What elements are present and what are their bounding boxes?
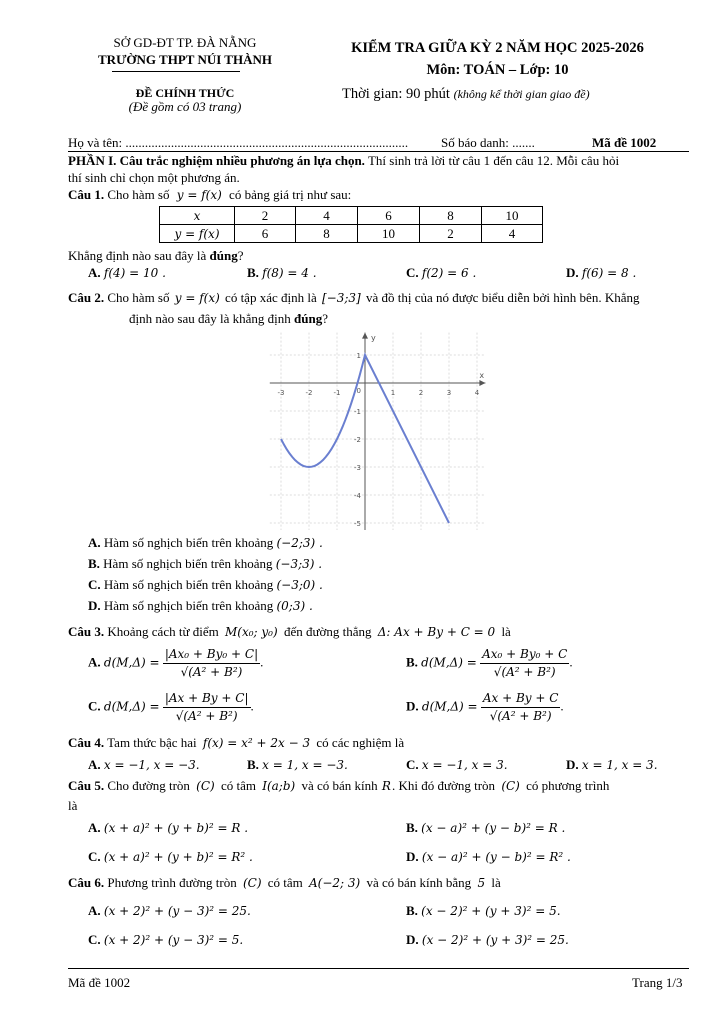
q1-ask-end: ? xyxy=(237,248,244,263)
table-cell: 6 xyxy=(358,207,420,225)
q3-text-b: đến đường thẳng xyxy=(283,624,372,639)
q6-circle: (C) xyxy=(242,876,262,890)
q5-text-b: có tâm xyxy=(220,778,256,793)
y-axis-arrow xyxy=(362,333,368,339)
table-cell: 8 xyxy=(420,207,482,225)
q2-option-d[interactable] xyxy=(88,598,313,614)
subject-title: Môn: TOÁN – Lớp: 10 xyxy=(426,62,569,78)
q6-text-b: có tâm xyxy=(267,875,303,890)
option-text: x = 1, x = 3. xyxy=(581,758,658,772)
option-label: B. xyxy=(247,757,259,772)
option-end: . xyxy=(250,698,254,714)
q6-label: Câu 6. xyxy=(68,875,105,890)
option-label: C. xyxy=(88,932,101,947)
option-text: Hàm số nghịch biến trên khoảng xyxy=(103,556,273,571)
official-label: ĐỀ CHÍNH THỨC xyxy=(135,86,235,100)
origin-label: 0 xyxy=(356,387,361,395)
option-text: x = 1, x = −3. xyxy=(262,758,348,772)
q2-stem xyxy=(68,290,639,306)
table-cell: 6 xyxy=(235,225,296,243)
q1-value-table xyxy=(159,206,543,243)
q5-option-a[interactable] xyxy=(88,820,248,836)
y-tick-label: 1 xyxy=(356,352,361,360)
q2-label: Câu 2. xyxy=(68,290,105,305)
q4-option-d[interactable] xyxy=(566,757,658,773)
table-cell: 2 xyxy=(420,225,482,243)
y-tick-label: -4 xyxy=(354,492,361,500)
q3-option-d[interactable] xyxy=(406,690,564,725)
q5-text-c: và có bán kính xyxy=(301,778,378,793)
graph-labels xyxy=(278,334,485,528)
q6-text-c: và có bán kính bằng xyxy=(366,875,472,890)
pages-note: (Đề gồm có 03 trang) xyxy=(128,99,242,114)
x-tick-label: -2 xyxy=(305,389,313,397)
q5-circle: (C) xyxy=(196,779,215,793)
part1-title: PHẦN I. Câu trắc nghiệm nhiều phương án lựa chọn. xyxy=(68,153,365,168)
fraction-denominator: √(A² + B²) xyxy=(180,665,243,679)
q1-option-a[interactable] xyxy=(88,265,166,281)
option-label: B. xyxy=(88,556,100,571)
option-label: D. xyxy=(88,598,101,613)
q1-function: y = f(x) xyxy=(176,188,222,202)
q3-point: M(x₀; y₀) xyxy=(225,625,278,639)
q5-center: I(a;b) xyxy=(262,779,296,793)
q1-label: Câu 1. xyxy=(68,187,105,202)
footer-exam-code: Mã đề 1002 xyxy=(68,975,131,990)
option-label: D. xyxy=(406,849,419,864)
option-interval: (−2;3) . xyxy=(276,536,323,550)
option-lhs: d(M,Δ) = xyxy=(103,699,160,714)
q5-stem-end: là xyxy=(68,798,78,813)
q3-line: Δ: Ax + By + C = 0 xyxy=(377,625,496,639)
q2-end: ? xyxy=(322,311,328,326)
option-interval: (−3;0) . xyxy=(276,578,323,592)
fraction-numerator: Ax₀ + By₀ + C xyxy=(480,646,569,664)
option-label: C. xyxy=(88,698,101,714)
table-cell: 4 xyxy=(482,225,543,243)
fraction-numerator: |Ax₀ + By₀ + C| xyxy=(163,646,260,664)
option-label: A. xyxy=(88,903,101,918)
option-label: A. xyxy=(88,820,101,835)
exam-time xyxy=(342,86,590,103)
q6-option-b[interactable] xyxy=(406,903,561,919)
q2-emphasis: đúng xyxy=(294,311,323,326)
exam-code-top: Mã đề 1002 xyxy=(592,135,657,150)
q1-ask-text: Khẳng định nào sau đây là xyxy=(68,248,207,263)
table-row xyxy=(160,225,543,243)
option-text: (x + 2)² + (y − 3)² = 25. xyxy=(103,904,251,918)
part1-instruction-2: thí sinh chỉ chọn một phương án. xyxy=(68,170,240,185)
option-text: (x − 2)² + (y + 3)² = 25. xyxy=(421,933,569,947)
option-text: f(2) = 6 . xyxy=(421,266,477,280)
q2-text-c: và đồ thị của nó được biểu diễn bởi hình bên. Khẳng xyxy=(365,290,640,305)
option-lhs: d(M,Δ) = xyxy=(103,655,160,670)
option-text: (x + a)² + (y + b)² = R² . xyxy=(103,850,253,864)
student-name-line: Họ và tên: ....................................................................................... xyxy=(68,135,409,150)
option-label: C. xyxy=(88,577,101,592)
y-tick-label: -1 xyxy=(354,408,361,416)
option-label: C. xyxy=(406,265,419,280)
fraction-denominator: √(A² + B²) xyxy=(175,709,238,723)
x-tick-label: -1 xyxy=(333,389,341,397)
option-text: f(6) = 8 . xyxy=(581,266,637,280)
table-cell: 4 xyxy=(296,207,358,225)
footer-divider xyxy=(68,968,689,969)
q6-option-a[interactable] xyxy=(88,903,251,919)
option-label: D. xyxy=(566,757,579,772)
fraction-denominator: √(A² + B²) xyxy=(489,709,552,723)
option-fraction xyxy=(481,690,564,725)
graph-axes xyxy=(270,333,486,530)
option-label: D. xyxy=(406,932,419,947)
option-label: C. xyxy=(406,757,419,772)
q1-option-b[interactable] xyxy=(247,265,317,281)
fraction-denominator: √(A² + B²) xyxy=(493,665,556,679)
option-text: (x − a)² + (y − b)² = R² . xyxy=(421,850,571,864)
q4-expression: f(x) = x² + 2x − 3 xyxy=(202,736,311,750)
option-end: . xyxy=(560,698,564,714)
q2-option-a[interactable] xyxy=(88,535,323,551)
q4-stem xyxy=(68,735,404,751)
option-interval: (−3;3) . xyxy=(275,557,323,571)
option-label: A. xyxy=(88,265,101,280)
option-label: A. xyxy=(88,654,101,670)
option-fraction xyxy=(480,646,569,681)
footer-page-number: Trang 1/3 xyxy=(632,975,683,990)
q6-radius: 5 xyxy=(477,876,486,890)
x-tick-label: 1 xyxy=(390,389,396,397)
y-tick-label: -2 xyxy=(354,436,361,444)
option-lhs: d(M,Δ) = xyxy=(421,699,478,714)
option-end: . xyxy=(569,654,573,670)
q6-option-d[interactable] xyxy=(406,932,569,948)
option-lhs: d(M,Δ) = xyxy=(421,655,477,670)
fraction-numerator: Ax + By + C xyxy=(481,690,561,708)
option-label: A. xyxy=(88,535,101,550)
q2-domain: [−3;3] xyxy=(321,291,361,305)
q2-function: y = f(x) xyxy=(174,291,220,305)
x-tick-label: 4 xyxy=(474,389,480,397)
q4-option-a[interactable] xyxy=(88,757,200,773)
option-label: D. xyxy=(406,698,419,714)
option-label: B. xyxy=(406,654,418,670)
q2-option-b[interactable] xyxy=(88,556,322,572)
q4-option-b[interactable] xyxy=(247,757,348,773)
option-text: (x + 2)² + (y − 3)² = 5. xyxy=(103,933,244,947)
q3-label: Câu 3. xyxy=(68,624,105,639)
q1-ask-emphasis: đúng xyxy=(209,248,238,263)
q5-radius: R xyxy=(381,779,391,793)
option-label: B. xyxy=(406,903,418,918)
school-name: TRƯỜNG THPT NÚI THÀNH xyxy=(98,52,272,67)
q6-stem xyxy=(68,875,501,891)
option-text: (x − a)² + (y − b)² = R . xyxy=(421,821,566,835)
department-name: SỞ GD-ĐT TP. ĐÀ NẴNG xyxy=(113,35,257,50)
q1-text-b: có bảng giá trị như sau: xyxy=(229,187,352,202)
option-end: . xyxy=(260,654,264,670)
x-tick-label: 3 xyxy=(446,389,452,397)
q5-option-b[interactable] xyxy=(406,820,565,836)
option-fraction xyxy=(163,690,251,725)
q1-option-c[interactable] xyxy=(406,265,476,281)
table-cell: 10 xyxy=(482,207,543,225)
q3-option-c[interactable] xyxy=(88,690,254,725)
graph-grid xyxy=(270,333,486,530)
option-text: x = −1, x = 3. xyxy=(421,758,508,772)
part1-instruction: Thí sinh trả lời từ câu 1 đến câu 12. Mỗi câu hỏi xyxy=(367,153,620,168)
table-cell: 8 xyxy=(296,225,358,243)
q5-circle-2: (C) xyxy=(501,779,520,793)
q1-text: Cho hàm số xyxy=(107,187,170,202)
q5-label: Câu 5. xyxy=(68,778,105,793)
q5-stem xyxy=(68,778,609,794)
q1-stem xyxy=(68,187,351,203)
exam-title: KIỂM TRA GIỮA KỲ 2 NĂM HỌC 2025-2026 xyxy=(351,40,644,56)
x-axis-arrow xyxy=(479,380,485,386)
q6-text-d: là xyxy=(491,875,501,890)
q5-text-e: có phương trình xyxy=(526,778,610,793)
q2-text: Cho hàm số xyxy=(107,290,170,305)
x-tick-label: 2 xyxy=(418,389,424,397)
q1-question xyxy=(68,248,244,264)
table-cell: y = f(x) xyxy=(160,225,235,243)
q1-option-d[interactable] xyxy=(566,265,636,281)
q5-option-d[interactable] xyxy=(406,849,571,865)
option-text: Hàm số nghịch biến trên khoảng xyxy=(103,535,274,550)
option-text: f(4) = 10 . xyxy=(103,266,166,280)
q3-stem xyxy=(68,624,511,640)
option-label: A. xyxy=(88,757,101,772)
table-row xyxy=(160,207,543,225)
y-tick-label: -3 xyxy=(354,464,361,472)
option-label: B. xyxy=(247,265,259,280)
student-id-line: Số báo danh: ....... xyxy=(441,135,535,150)
table-cell: 10 xyxy=(358,225,420,243)
table-cell: 2 xyxy=(235,207,296,225)
q3-option-a[interactable] xyxy=(88,646,263,681)
part1-heading xyxy=(68,153,619,169)
q3-text: Khoảng cách từ điểm xyxy=(107,624,219,639)
q2-option-c[interactable] xyxy=(88,577,323,593)
fraction-numerator: |Ax + By + C| xyxy=(163,690,251,708)
y-axis-label: y xyxy=(371,333,376,343)
option-text: Hàm số nghịch biến trên khoảng xyxy=(103,577,274,592)
option-fraction xyxy=(163,646,260,681)
option-text: (x + a)² + (y + b)² = R . xyxy=(103,821,249,835)
exam-time-text: Thời gian: 90 phút xyxy=(342,86,450,102)
q2-text-d: định nào sau đây là khẳng định xyxy=(129,311,291,326)
option-label: C. xyxy=(88,849,101,864)
q5-option-c[interactable] xyxy=(88,849,253,865)
q2-function-graph xyxy=(268,325,490,530)
option-label: B. xyxy=(406,820,418,835)
header-divider xyxy=(68,151,689,152)
x-axis-label: x xyxy=(479,371,485,380)
q3-text-c: là xyxy=(501,624,511,639)
q6-option-c[interactable] xyxy=(88,932,243,948)
q4-text-b: có các nghiệm là xyxy=(316,735,405,750)
y-tick-label: -5 xyxy=(354,520,361,528)
q4-text: Tam thức bậc hai xyxy=(107,735,197,750)
school-underline xyxy=(112,71,240,72)
table-cell: x xyxy=(160,207,235,225)
option-text: x = −1, x = −3. xyxy=(103,758,200,772)
q2-text-b: có tập xác định là xyxy=(225,290,317,305)
q4-option-c[interactable] xyxy=(406,757,508,773)
exam-time-note: (không kể thời gian giao đề) xyxy=(453,87,590,101)
x-tick-label: -3 xyxy=(277,389,285,397)
q5-text: Cho đường tròn xyxy=(107,778,190,793)
q6-center: A(−2; 3) xyxy=(309,876,361,890)
option-interval: (0;3) . xyxy=(276,599,313,613)
q3-option-b[interactable] xyxy=(406,646,573,681)
option-text: (x − 2)² + (y + 3)² = 5. xyxy=(421,904,561,918)
option-label: D. xyxy=(566,265,579,280)
option-text: Hàm số nghịch biến trên khoảng xyxy=(103,598,274,613)
q5-text-d: . Khi đó đường tròn xyxy=(391,778,496,793)
q4-label: Câu 4. xyxy=(68,735,105,750)
option-text: f(8) = 4 . xyxy=(262,266,317,280)
q6-text: Phương trình đường tròn xyxy=(107,875,237,890)
